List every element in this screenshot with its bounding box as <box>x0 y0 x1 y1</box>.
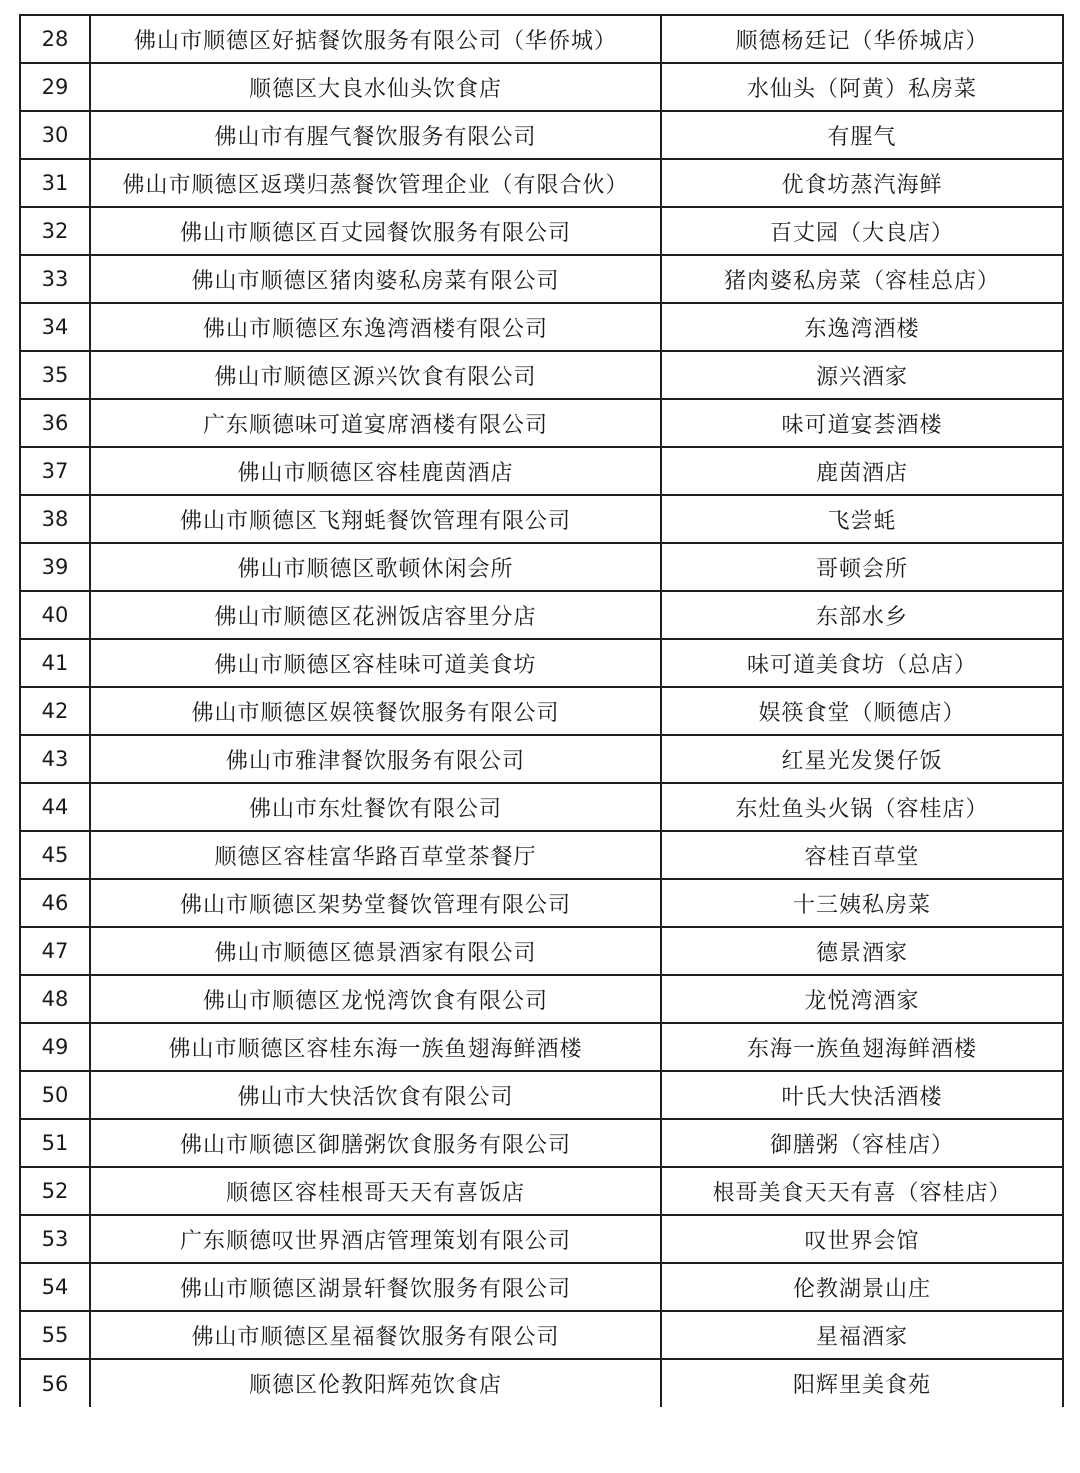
row-number-cell: 41 <box>20 639 90 687</box>
row-number-cell: 56 <box>20 1359 90 1407</box>
table-row <box>20 159 1063 207</box>
table-row <box>20 1119 1063 1167</box>
row-number-cell: 51 <box>20 1119 90 1167</box>
row-number-cell: 36 <box>20 399 90 447</box>
company-name-cell: 佛山市雅津餐饮服务有限公司 <box>90 735 661 783</box>
company-name-cell: 佛山市顺德区容桂味可道美食坊 <box>90 639 661 687</box>
row-number-cell: 46 <box>20 879 90 927</box>
store-name-cell: 水仙头（阿黄）私房菜 <box>661 63 1063 111</box>
company-name-cell: 佛山市顺德区百丈园餐饮服务有限公司 <box>90 207 661 255</box>
table-row <box>20 1311 1063 1359</box>
company-name-cell: 顺德区伦教阳辉苑饮食店 <box>90 1359 661 1407</box>
store-name-cell: 东逸湾酒楼 <box>661 303 1063 351</box>
company-name-cell: 佛山市有腥气餐饮服务有限公司 <box>90 111 661 159</box>
company-name-cell: 佛山市顺德区花洲饭店容里分店 <box>90 591 661 639</box>
table-row <box>20 735 1063 783</box>
company-name-cell: 佛山市大快活饮食有限公司 <box>90 1071 661 1119</box>
table-body <box>20 15 1063 1407</box>
table-row <box>20 303 1063 351</box>
store-name-cell: 顺德杨廷记（华侨城店） <box>661 15 1063 63</box>
table-row <box>20 111 1063 159</box>
row-number-cell: 29 <box>20 63 90 111</box>
table-row <box>20 399 1063 447</box>
row-number-cell: 32 <box>20 207 90 255</box>
store-name-cell: 娱筷食堂（顺德店） <box>661 687 1063 735</box>
table-row <box>20 975 1063 1023</box>
table-row <box>20 927 1063 975</box>
store-name-cell: 叶氏大快活酒楼 <box>661 1071 1063 1119</box>
company-name-cell: 佛山市顺德区歌顿休闲会所 <box>90 543 661 591</box>
table-row <box>20 687 1063 735</box>
company-name-cell: 广东顺德叹世界酒店管理策划有限公司 <box>90 1215 661 1263</box>
row-number-cell: 45 <box>20 831 90 879</box>
table-row <box>20 63 1063 111</box>
store-name-cell: 根哥美食天天有喜（容桂店） <box>661 1167 1063 1215</box>
row-number-cell: 40 <box>20 591 90 639</box>
company-name-cell: 佛山市顺德区御膳粥饮食服务有限公司 <box>90 1119 661 1167</box>
store-name-cell: 伦教湖景山庄 <box>661 1263 1063 1311</box>
company-name-cell: 佛山市顺德区好掂餐饮服务有限公司（华侨城） <box>90 15 661 63</box>
table-row <box>20 447 1063 495</box>
table-row <box>20 351 1063 399</box>
store-name-cell: 源兴酒家 <box>661 351 1063 399</box>
table-row <box>20 1263 1063 1311</box>
row-number-cell: 38 <box>20 495 90 543</box>
table-row <box>20 1071 1063 1119</box>
store-name-cell: 叹世界会馆 <box>661 1215 1063 1263</box>
company-name-cell: 佛山市顺德区湖景轩餐饮服务有限公司 <box>90 1263 661 1311</box>
row-number-cell: 42 <box>20 687 90 735</box>
store-name-cell: 优食坊蒸汽海鲜 <box>661 159 1063 207</box>
row-number-cell: 31 <box>20 159 90 207</box>
company-name-cell: 佛山市东灶餐饮有限公司 <box>90 783 661 831</box>
table-row <box>20 639 1063 687</box>
table-row <box>20 207 1063 255</box>
store-name-cell: 龙悦湾酒家 <box>661 975 1063 1023</box>
row-number-cell: 30 <box>20 111 90 159</box>
table-row <box>20 1215 1063 1263</box>
company-name-cell: 佛山市顺德区猪肉婆私房菜有限公司 <box>90 255 661 303</box>
table-row <box>20 1359 1063 1407</box>
company-name-cell: 佛山市顺德区德景酒家有限公司 <box>90 927 661 975</box>
company-name-cell: 顺德区大良水仙头饮食店 <box>90 63 661 111</box>
store-name-cell: 御膳粥（容桂店） <box>661 1119 1063 1167</box>
store-name-cell: 红星光发煲仔饭 <box>661 735 1063 783</box>
row-number-cell: 34 <box>20 303 90 351</box>
store-name-cell: 百丈园（大良店） <box>661 207 1063 255</box>
store-name-cell: 东海一族鱼翅海鲜酒楼 <box>661 1023 1063 1071</box>
table-row <box>20 1167 1063 1215</box>
row-number-cell: 37 <box>20 447 90 495</box>
store-name-cell: 味可道美食坊（总店） <box>661 639 1063 687</box>
store-name-cell: 东灶鱼头火锅（容桂店） <box>661 783 1063 831</box>
row-number-cell: 35 <box>20 351 90 399</box>
store-name-cell: 东部水乡 <box>661 591 1063 639</box>
store-name-cell: 星福酒家 <box>661 1311 1063 1359</box>
table-row <box>20 1023 1063 1071</box>
table-row <box>20 543 1063 591</box>
company-name-cell: 佛山市顺德区龙悦湾饮食有限公司 <box>90 975 661 1023</box>
company-name-cell: 佛山市顺德区飞翔蚝餐饮管理有限公司 <box>90 495 661 543</box>
store-name-cell: 味可道宴荟酒楼 <box>661 399 1063 447</box>
store-name-cell: 鹿茵酒店 <box>661 447 1063 495</box>
company-name-cell: 佛山市顺德区娱筷餐饮服务有限公司 <box>90 687 661 735</box>
store-name-cell: 德景酒家 <box>661 927 1063 975</box>
company-name-cell: 佛山市顺德区星福餐饮服务有限公司 <box>90 1311 661 1359</box>
row-number-cell: 49 <box>20 1023 90 1071</box>
row-number-cell: 39 <box>20 543 90 591</box>
row-number-cell: 33 <box>20 255 90 303</box>
table-row <box>20 495 1063 543</box>
row-number-cell: 50 <box>20 1071 90 1119</box>
row-number-cell: 54 <box>20 1263 90 1311</box>
table-row <box>20 831 1063 879</box>
store-name-cell: 容桂百草堂 <box>661 831 1063 879</box>
company-name-cell: 佛山市顺德区返璞归蒸餐饮管理企业（有限合伙） <box>90 159 661 207</box>
company-name-cell: 顺德区容桂富华路百草堂茶餐厅 <box>90 831 661 879</box>
store-name-cell: 十三姨私房菜 <box>661 879 1063 927</box>
table-row <box>20 255 1063 303</box>
company-name-cell: 佛山市顺德区容桂东海一族鱼翅海鲜酒楼 <box>90 1023 661 1071</box>
store-name-cell: 哥顿会所 <box>661 543 1063 591</box>
table-row <box>20 783 1063 831</box>
company-name-cell: 佛山市顺德区源兴饮食有限公司 <box>90 351 661 399</box>
company-name-cell: 佛山市顺德区容桂鹿茵酒店 <box>90 447 661 495</box>
table-row <box>20 15 1063 63</box>
company-name-cell: 佛山市顺德区架势堂餐饮管理有限公司 <box>90 879 661 927</box>
company-name-cell: 顺德区容桂根哥天天有喜饭店 <box>90 1167 661 1215</box>
store-name-cell: 飞尝蚝 <box>661 495 1063 543</box>
document-page <box>19 14 1062 1473</box>
restaurant-list-table <box>19 14 1064 1407</box>
row-number-cell: 55 <box>20 1311 90 1359</box>
company-name-cell: 广东顺德味可道宴席酒楼有限公司 <box>90 399 661 447</box>
row-number-cell: 52 <box>20 1167 90 1215</box>
store-name-cell: 猪肉婆私房菜（容桂总店） <box>661 255 1063 303</box>
row-number-cell: 48 <box>20 975 90 1023</box>
row-number-cell: 43 <box>20 735 90 783</box>
row-number-cell: 44 <box>20 783 90 831</box>
store-name-cell: 阳辉里美食苑 <box>661 1359 1063 1407</box>
row-number-cell: 28 <box>20 15 90 63</box>
table-row <box>20 591 1063 639</box>
row-number-cell: 53 <box>20 1215 90 1263</box>
table-row <box>20 879 1063 927</box>
store-name-cell: 有腥气 <box>661 111 1063 159</box>
company-name-cell: 佛山市顺德区东逸湾酒楼有限公司 <box>90 303 661 351</box>
row-number-cell: 47 <box>20 927 90 975</box>
